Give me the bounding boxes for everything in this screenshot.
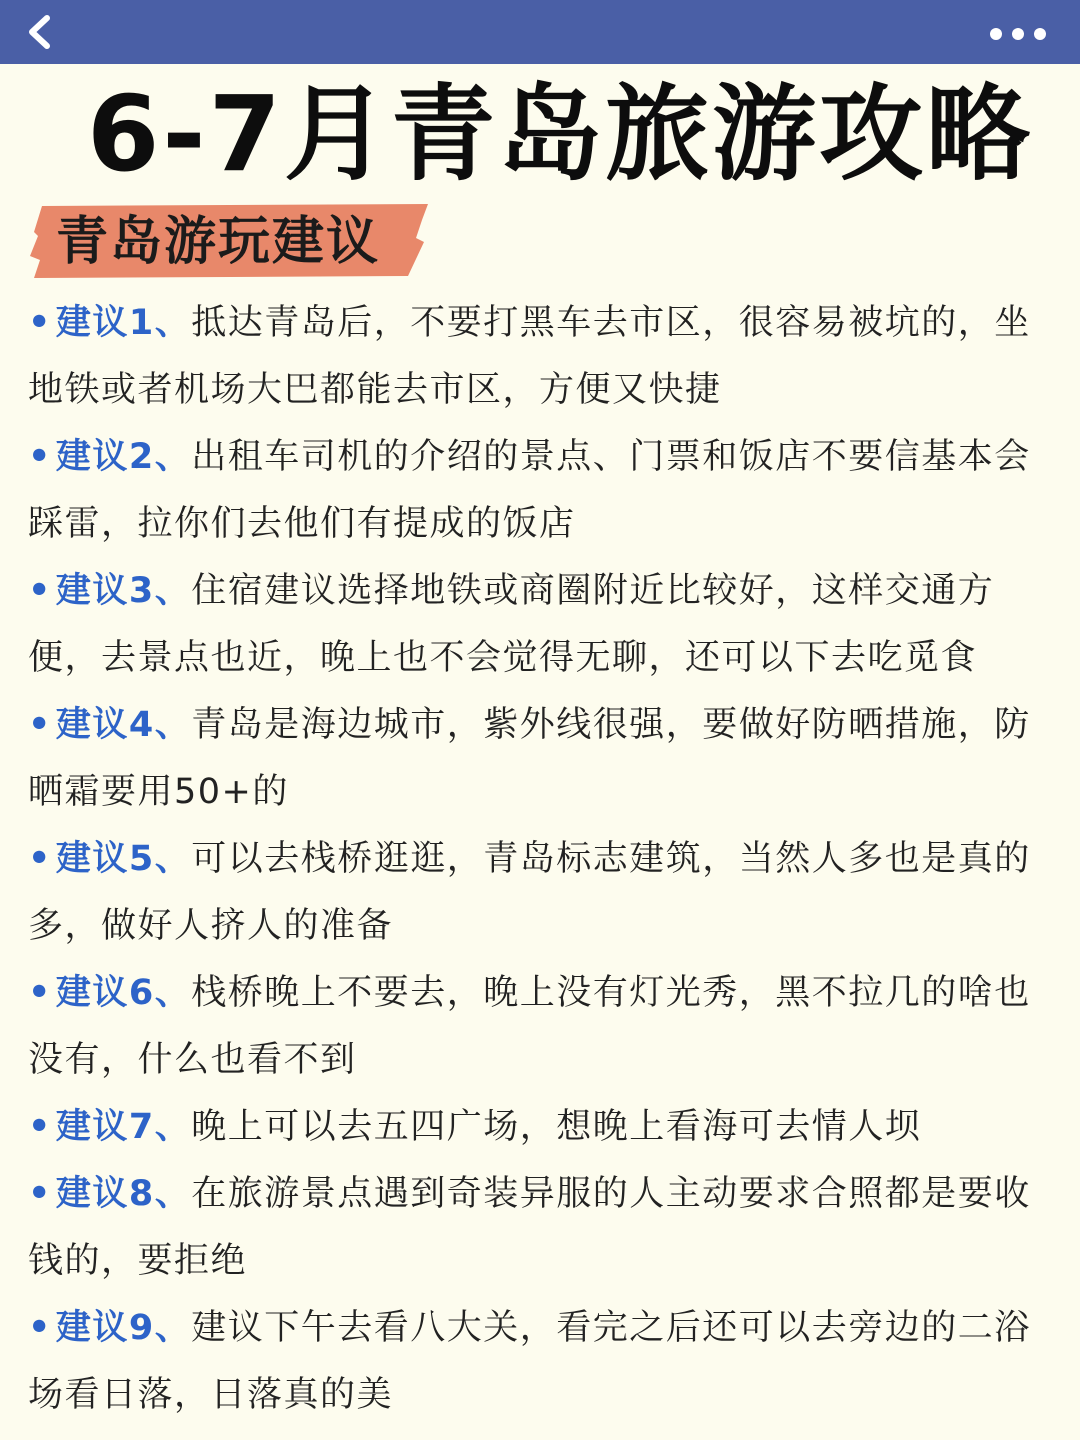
- tip-text: 可以去栈桥逛逛，青岛标志建筑，当然人多也是真的多，做好人挤人的准备: [28, 839, 1031, 946]
- tip-item: [28, 1094, 1052, 1161]
- more-dots-icon: [1034, 28, 1046, 40]
- tips-list: [28, 290, 1052, 1429]
- bullet-icon: •: [28, 303, 52, 343]
- tip-text: 在旅游景点遇到奇装异服的人主动要求合照都是要收钱的，要拒绝: [28, 1174, 1031, 1281]
- tip-text: 晚上可以去五四广场，想晚上看海可去情人坝: [191, 1107, 922, 1147]
- bullet-icon: •: [28, 437, 52, 477]
- tip-label: 建议9、: [55, 1308, 192, 1348]
- tip-text: 住宿建议选择地铁或商圈附近比较好，这样交通方便，去景点也近，晚上也不会觉得无聊，还可以下去吃觅食: [28, 571, 995, 678]
- bullet-icon: •: [28, 839, 52, 879]
- page-title: 6-7月青岛旅游攻略: [87, 73, 1033, 195]
- bullet-icon: •: [28, 1107, 52, 1147]
- section-heading: [30, 202, 430, 280]
- tip-item: [28, 692, 1052, 826]
- more-dots-icon: [990, 28, 1002, 40]
- bullet-icon: •: [28, 1308, 52, 1348]
- bullet-icon: •: [28, 705, 52, 745]
- tip-item: [28, 290, 1052, 424]
- tip-text: 建议下午去看八大关，看完之后还可以去旁边的二浴场看日落，日落真的美: [28, 1308, 1031, 1415]
- tip-label: 建议2、: [55, 437, 192, 477]
- tip-text: 抵达青岛后，不要打黑车去市区，很容易被坑的，坐地铁或者机场大巴都能去市区，方便又快捷: [28, 303, 1031, 410]
- tip-label: 建议1、: [55, 303, 192, 343]
- more-options-button[interactable]: [990, 22, 1046, 46]
- bullet-icon: •: [28, 973, 52, 1013]
- tip-item: [28, 558, 1052, 692]
- bullet-icon: •: [28, 571, 52, 611]
- tip-label: 建议4、: [55, 705, 192, 745]
- tip-item: [28, 1295, 1052, 1429]
- bullet-icon: •: [28, 1174, 52, 1214]
- chevron-left-icon: [25, 15, 55, 49]
- tip-label: 建议3、: [55, 571, 192, 611]
- tip-label: 建议5、: [55, 839, 192, 879]
- tip-text: 出租车司机的介绍的景点、门票和饭店不要信基本会踩雷，拉你们去他们有提成的饭店: [28, 437, 1031, 544]
- tip-item: [28, 960, 1052, 1094]
- tip-label: 建议7、: [55, 1107, 192, 1147]
- tip-label: 建议6、: [55, 973, 192, 1013]
- back-button[interactable]: [20, 12, 60, 52]
- section-heading-text: 青岛游玩建议: [56, 212, 381, 272]
- tip-text: 栈桥晚上不要去，晚上没有灯光秀，黑不拉几的啥也没有，什么也看不到: [28, 973, 1031, 1080]
- top-nav-bar: [0, 0, 1080, 64]
- more-dots-icon: [1012, 28, 1024, 40]
- tip-text: 青岛是海边城市，紫外线很强，要做好防晒措施，防晒霜要用50+的: [28, 705, 1031, 812]
- tip-label: 建议8、: [55, 1174, 192, 1214]
- tip-item: [28, 424, 1052, 558]
- tip-item: [28, 826, 1052, 960]
- tip-item: [28, 1161, 1052, 1295]
